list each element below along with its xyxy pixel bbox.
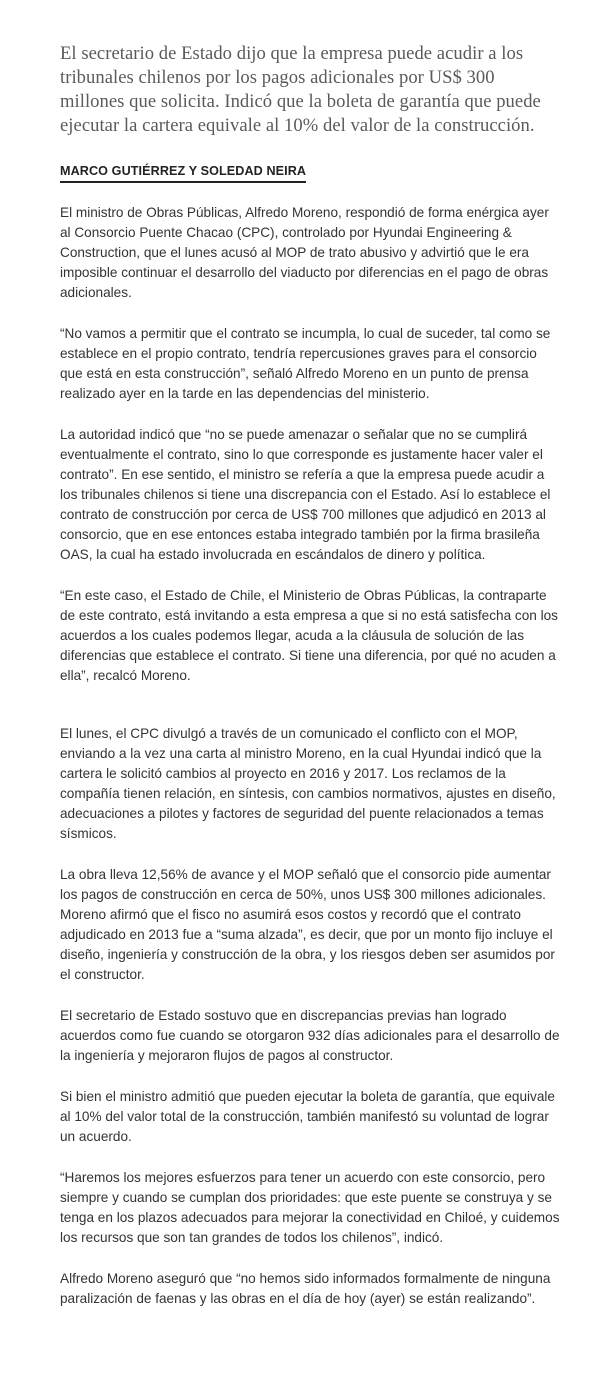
body-paragraph: “No vamos a permitir que el contrato se incumpla, lo cual de suceder, tal como se establece en el propio contrato, tendría repercusiones graves para el consorcio que está en esta construcción”, señaló Alfredo Moreno en un punto de prensa realizado ayer en la tarde en las dependencias del ministerio. <box>60 326 551 401</box>
body-paragraph: “Haremos los mejores esfuerzos para tener un acuerdo con este consorcio, pero siempre y cuando se cumplan dos prioridades: que este puente se construya y se tenga en los plazos adecuados para mejorar la conectividad en Chiloé, y cuidemos los recursos que son tan grandes de todos los chilenos”, indicó. <box>60 1170 560 1245</box>
article-lead: El secretario de Estado dijo que la empresa puede acudir a los tribunales chilenos por los pagos adicionales por US$ 300 millones que solicita. Indicó que la boleta de garantía que puede ejecutar la cartera equivale al 10% del valor de la construcción. <box>60 43 541 136</box>
body-paragraph: “En este caso, el Estado de Chile, el Ministerio de Obras Públicas, la contraparte de este contrato, está invitando a esta empresa a que si no está satisfecha con los acuerdos a los cuales podemos llegar, acuda a la cláusula de solución de las diferencias que establece el contrato. Si tiene una diferencia, por qué no acuden a ella”, recalcó Moreno. <box>60 588 558 683</box>
body-paragraph: El secretario de Estado sostuvo que en discrepancias previas han logrado acuerdos como fue cuando se otorgaron 932 días adicionales para el desarrollo de la ingeniería y mejoraron flujos de pagos al constructor. <box>60 1008 560 1063</box>
body-paragraph: La obra lleva 12,56% de avance y el MOP señaló que el consorcio pide aumentar los pagos de construcción en cerca de 50%, unos US$ 300 millones adicionales. Moreno afirmó que el fisco no asumirá esos costos y recordó que el contrato adjudicado en 2013 fue a “suma alzada”, es decir, que por un monto fijo incluye el diseño, ingeniería y construcción de la obra, y los riesgos deben ser asumidos por el constructor. <box>60 867 555 982</box>
body-paragraph: El ministro de Obras Públicas, Alfredo Moreno, respondió de forma enérgica ayer al Consorcio Puente Chacao (CPC), controlado por Hyundai Engineering & Construction, que el lunes acusó al MOP de trato abusivo y advirtió que le era imposible continuar el desarrollo del viaducto por diferencias en el pago de obras adicionales. <box>60 205 549 300</box>
article <box>60 42 560 1330</box>
article-body <box>60 203 560 1309</box>
byline-wrapper <box>60 138 560 183</box>
body-paragraph: El lunes, el CPC divulgó a través de un comunicado el conflicto con el MOP, enviando a la vez una carta al ministro Moreno, en la cual Hyundai indicó que la cartera le solicitó cambios al proyecto en 2016 y 2017. Los reclamos de la compañía tienen relación, en síntesis, con cambios normativos, ajustes en diseño, adecuaciones a pilotes y factores de seguridad del puente relacionados a temas sísmicos. <box>60 726 556 841</box>
article-byline[interactable]: MARCO GUTIÉRREZ Y SOLEDAD NEIRA <box>60 164 306 183</box>
body-paragraph: Alfredo Moreno aseguró que “no hemos sido informados formalmente de ninguna paralización de faenas y las obras en el día de hoy (ayer) se están realizando”. <box>60 1271 551 1306</box>
body-paragraph: Si bien el ministro admitió que pueden ejecutar la boleta de garantía, que equivale al 10% del valor total de la construcción, también manifestó su voluntad de lograr un acuerdo. <box>60 1089 555 1144</box>
body-paragraph: La autoridad indicó que “no se puede amenazar o señalar que no se cumplirá eventualmente el contrato, sino lo que corresponde es justamente hacer valer el contrato”. En ese sentido, el ministro se refería a que la empresa puede acudir a los tribunales chilenos si tiene una discrepancia con el Estado. Así lo establece el contrato de construcción por cerca de US$ 700 millones que adjudicó en 2013 al consorcio, que en ese entonces estaba integrado también por la firma brasileña OAS, la cual ha estado involucrada en escándalos de dinero y política. <box>60 427 551 562</box>
